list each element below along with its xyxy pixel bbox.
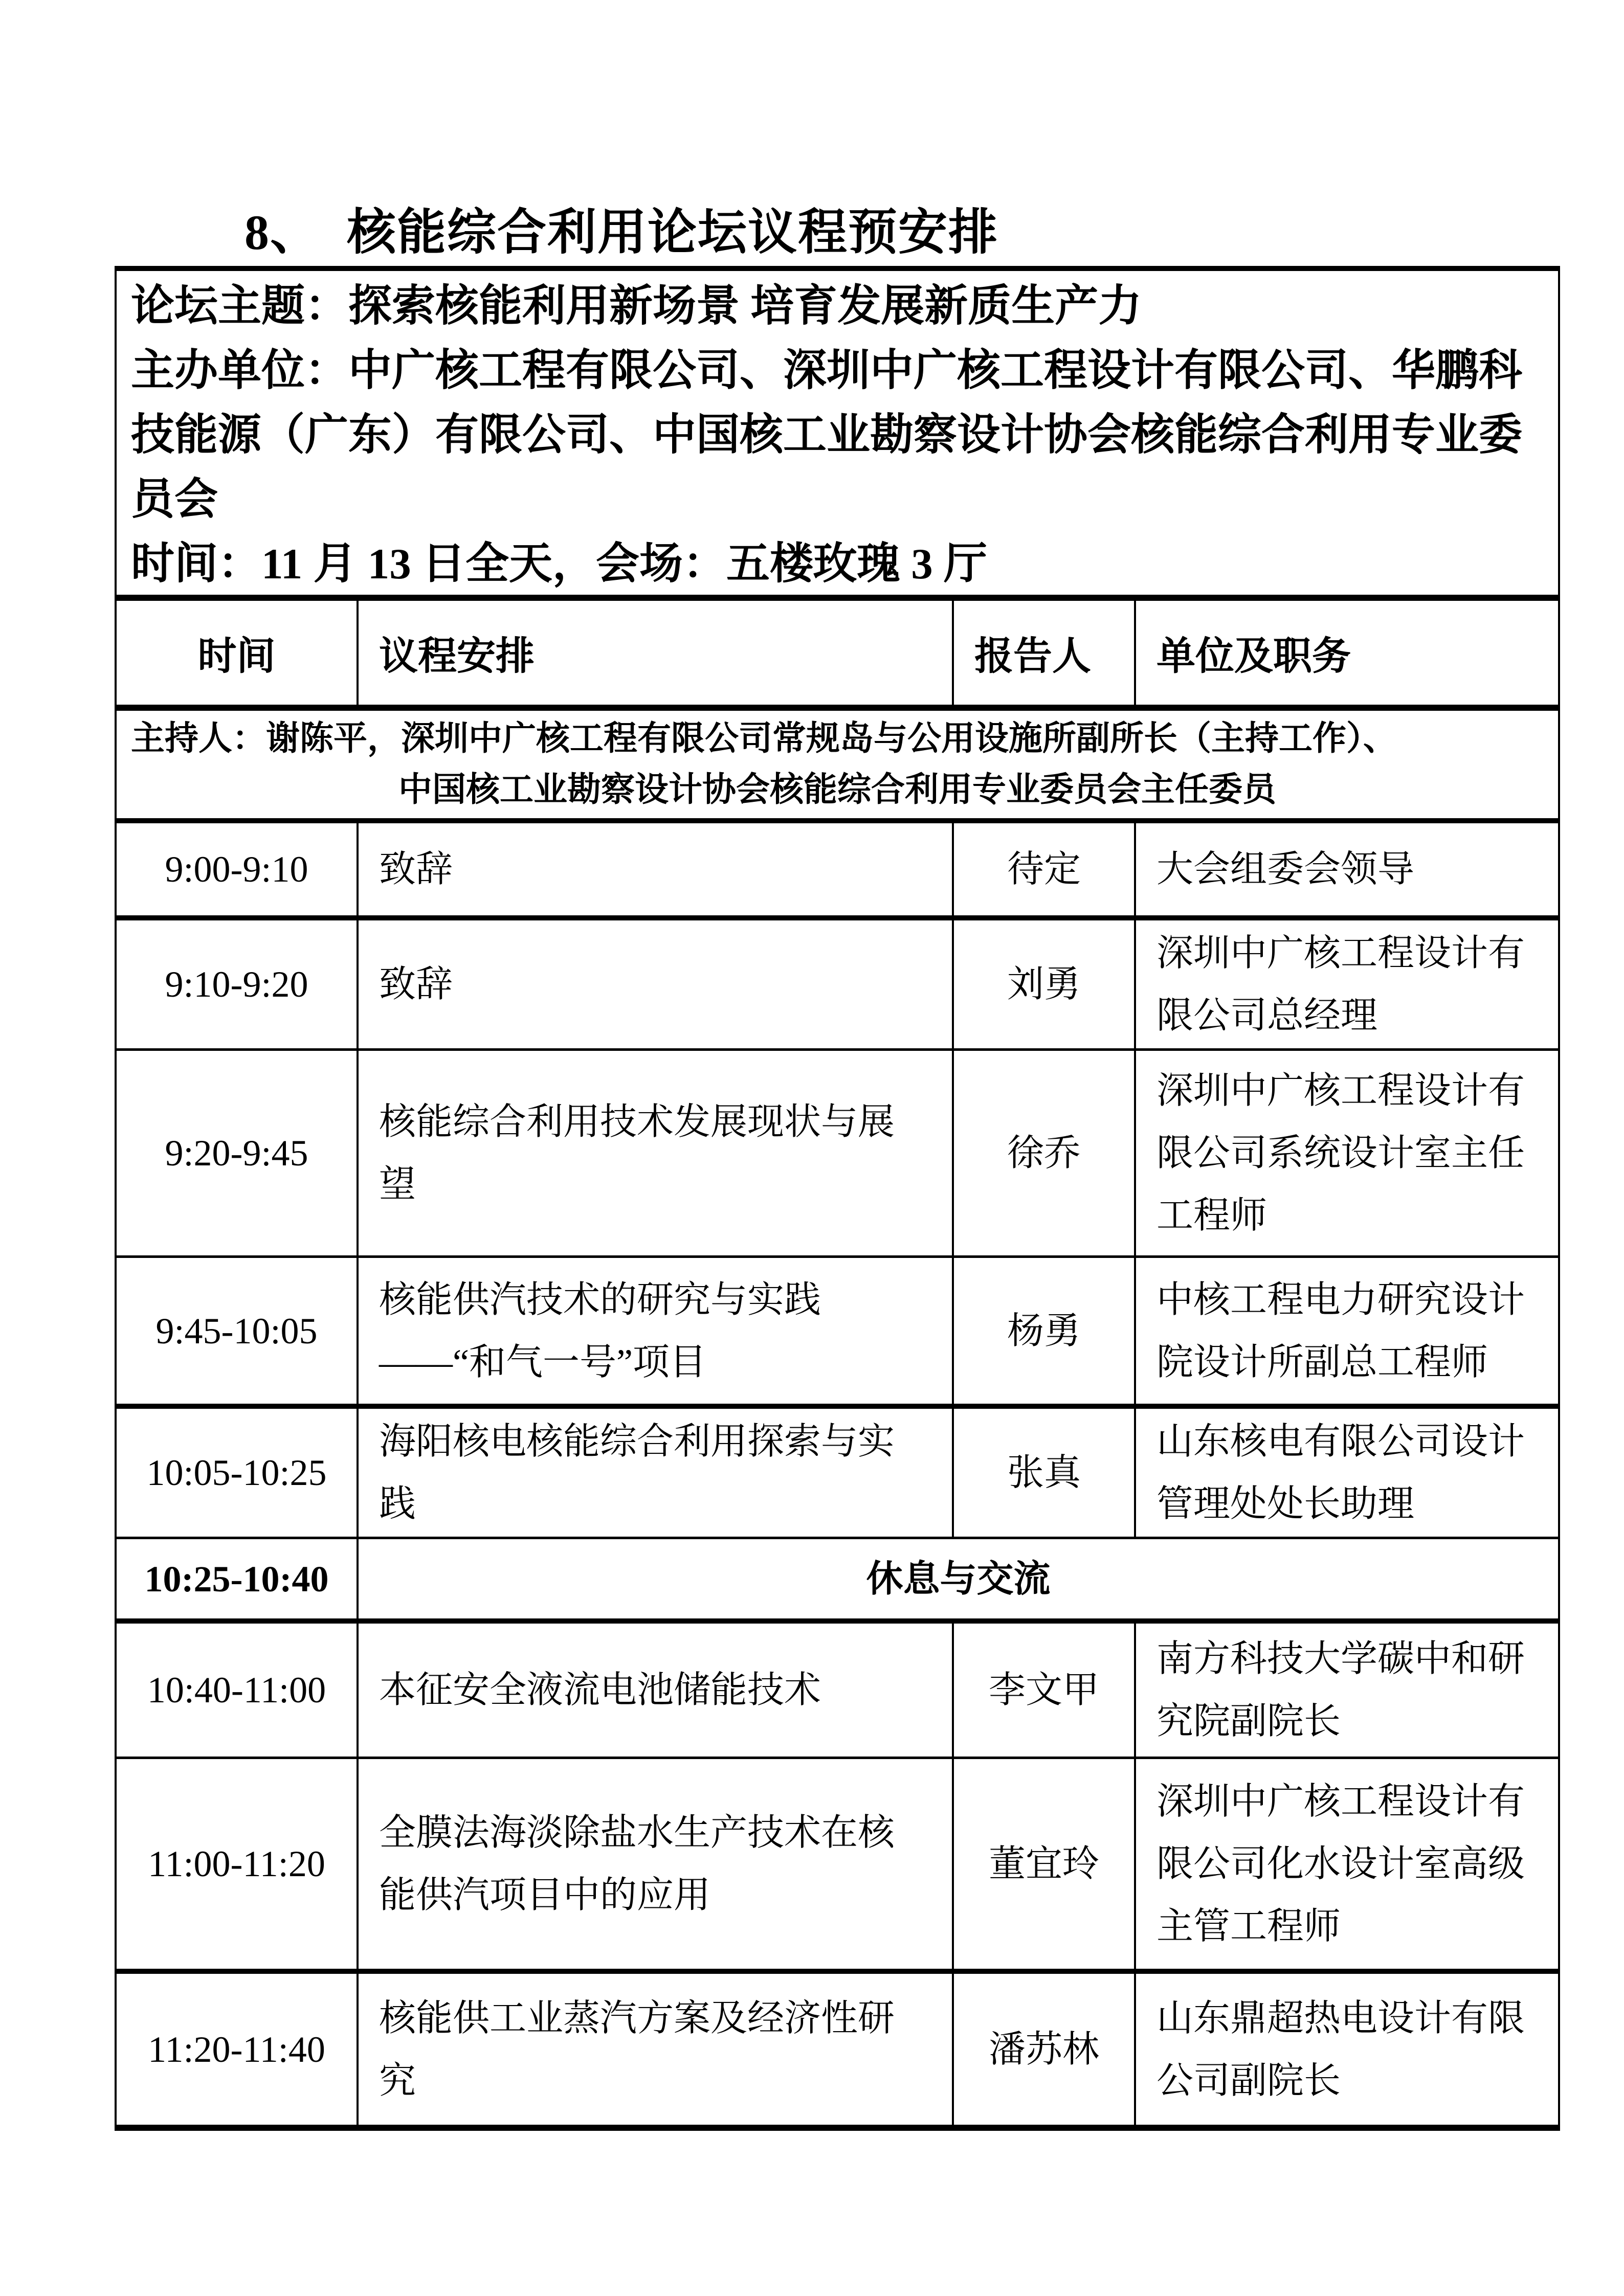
cell-time: 10:05-10:25	[117, 1409, 359, 1537]
cell-topic: 核能供汽技术的研究与实践——“和气一号”项目	[359, 1258, 954, 1404]
forum-info-block	[117, 271, 1558, 601]
cell-speaker: 徐乔	[954, 1051, 1136, 1255]
table-row	[117, 1974, 1558, 2125]
break-label: 休息与交流	[866, 1558, 1051, 1600]
cell-speaker: 董宜玲	[954, 1759, 1136, 1969]
cell-org: 大会组委会领导	[1156, 849, 1415, 890]
cell-time: 9:20-9:45	[117, 1051, 359, 1255]
forum-time-line: 时间：11 月 13 日全天，会场：五楼玫瑰 3 厅	[131, 540, 988, 588]
cell-org: 深圳中广核工程设计有限公司化水设计室高级主管工程师	[1156, 1781, 1525, 1947]
page-title	[244, 193, 998, 263]
cell-topic: 本征安全液流电池储能技术	[359, 1624, 954, 1757]
moderator-row	[117, 711, 1558, 823]
cell-speaker: 杨勇	[954, 1258, 1136, 1404]
table-row	[117, 1258, 1558, 1409]
cell-org: 深圳中广核工程设计有限公司系统设计室主任工程师	[1156, 1070, 1525, 1236]
cell-time: 9:45-10:05	[117, 1258, 359, 1404]
header-cell-agenda: 议程安排	[359, 601, 954, 705]
forum-theme-line: 论坛主题：探索核能利用新场景 培育发展新质生产力	[131, 282, 1142, 330]
cell-speaker: 潘苏林	[954, 1974, 1136, 2125]
cell-topic: 海阳核电核能综合利用探索与实践	[359, 1409, 954, 1537]
cell-speaker: 张真	[954, 1409, 1136, 1537]
cell-speaker: 待定	[954, 823, 1136, 915]
moderator-line-2: 中国核工业勘察设计协会核能综合利用专业委员会主任委员	[398, 771, 1276, 808]
cell-time: 9:10-9:20	[117, 920, 359, 1048]
table-row	[117, 920, 1558, 1051]
cell-org: 山东核电有限公司设计管理处处长助理	[1156, 1421, 1525, 1524]
cell-time: 9:00-9:10	[117, 823, 359, 915]
table-row	[117, 1624, 1558, 1759]
cell-time: 11:00-11:20	[117, 1759, 359, 1969]
cell-topic: 核能综合利用技术发展现状与展望	[359, 1051, 954, 1255]
header-cell-org: 单位及职务	[1156, 635, 1351, 678]
agenda-table	[115, 266, 1560, 2131]
cell-org: 山东鼎超热电设计有限公司副院长	[1156, 1997, 1525, 2101]
cell-time: 10:25-10:40	[117, 1539, 359, 1618]
table-row	[117, 1759, 1558, 1974]
title-text: 核能综合利用论坛议程预安排	[347, 205, 998, 260]
header-cell-speaker: 报告人	[954, 601, 1136, 705]
cell-org: 中核工程电力研究设计院设计所副总工程师	[1156, 1279, 1525, 1383]
break-row	[117, 1539, 1558, 1624]
table-row	[117, 1409, 1558, 1539]
title-number: 8、	[244, 205, 320, 260]
cell-speaker: 刘勇	[954, 920, 1136, 1048]
cell-org: 南方科技大学碳中和研究院副院长	[1156, 1638, 1525, 1742]
cell-topic: 致辞	[359, 823, 954, 915]
table-header-row	[117, 601, 1558, 711]
cell-org: 深圳中广核工程设计有限公司总经理	[1156, 933, 1525, 1036]
cell-topic: 全膜法海淡除盐水生产技术在核能供汽项目中的应用	[359, 1759, 954, 1969]
table-row	[117, 823, 1558, 920]
cell-speaker: 李文甲	[954, 1624, 1136, 1757]
cell-time: 11:20-11:40	[117, 1974, 359, 2125]
cell-time: 10:40-11:00	[117, 1624, 359, 1757]
moderator-line-1: 主持人：谢陈平，深圳中广核工程有限公司常规岛与公用设施所副所长（主持工作）、	[131, 720, 1397, 757]
cell-topic: 致辞	[359, 920, 954, 1048]
table-row	[117, 1051, 1558, 1258]
forum-host-line: 主办单位：中广核工程有限公司、深圳中广核工程设计有限公司、华鹏科技能源（广东）有限公司、中国核工业勘察设计协会核能综合利用专业委员会	[131, 347, 1523, 524]
cell-topic: 核能供工业蒸汽方案及经济性研究	[359, 1974, 954, 2125]
header-cell-time: 时间	[117, 601, 359, 705]
